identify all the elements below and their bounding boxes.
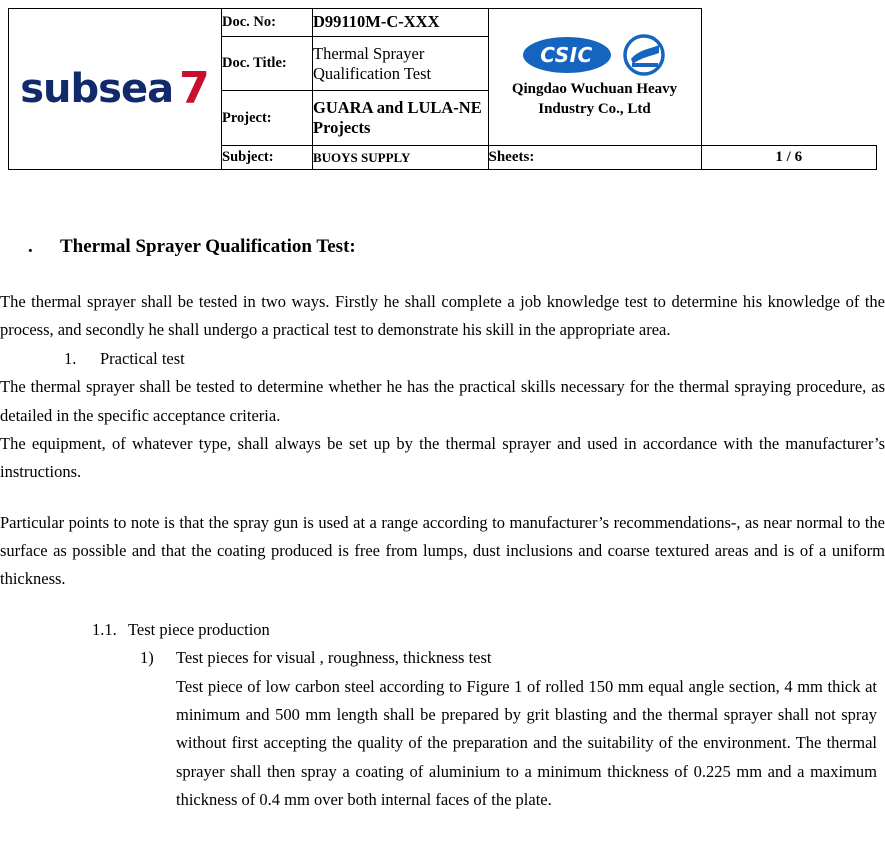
doc-no-label: Doc. No: xyxy=(222,9,313,37)
item-1-1-1-marker: 1) xyxy=(140,648,154,668)
subject-value: BUOYS SUPPLY xyxy=(313,146,489,170)
item-1-heading: Practical test xyxy=(100,348,185,368)
company-branding xyxy=(488,9,701,146)
document-body xyxy=(0,186,885,814)
item-1-1-heading: Test piece production xyxy=(128,619,270,639)
spacer xyxy=(140,673,176,815)
company-name-line-2: Industry Co., Ltd xyxy=(538,100,651,117)
doc-title-label: Doc. Title: xyxy=(222,36,313,91)
sheets-value: 1 / 6 xyxy=(701,146,877,170)
wuchuan-mark-icon xyxy=(621,33,667,77)
list-item xyxy=(92,616,877,644)
list-item xyxy=(140,644,877,672)
subsea7-logo xyxy=(9,9,222,170)
list-item xyxy=(64,345,877,373)
subject-label: Subject: xyxy=(222,146,313,170)
csic-logo-icon: CSIC xyxy=(523,37,611,73)
item-1-1-1-paragraph-row xyxy=(140,673,877,815)
section-number: . xyxy=(28,236,33,257)
logo-wordmark: subsea xyxy=(20,66,174,112)
item-1-1-1-heading: Test pieces for visual , roughness, thickness test xyxy=(176,648,492,668)
logo-seven-icon: 7 xyxy=(179,63,210,114)
project-value: GUARA and LULA-NE Projects xyxy=(313,91,489,146)
header-table xyxy=(8,8,877,170)
item-1-1-marker: 1.1. xyxy=(92,619,117,639)
item-1-1-1-paragraph: Test piece of low carbon steel according to Figure 1 of rolled 150 mm equal angle section, 4 mm thick at minimum and 500 mm length shall be prepared by grit blasting and the thermal sprayer shall not spray without first accepting the quality of the preparation and the suitability of the environment. The thermal sprayer shall then spray a coating of aluminium to a minimum thickness of 0.225 mm and a maximum thickness of 0.4 mm over both internal faces of the plate. xyxy=(176,676,877,809)
sheets-label: Sheets: xyxy=(488,146,701,170)
project-label: Project: xyxy=(222,91,313,146)
item-1-marker: 1. xyxy=(64,348,77,368)
doc-no-value: D99110M-C-XXX xyxy=(313,9,489,37)
item-1-paragraph-3: Particular points to note is that the spray gun is used at a range according to manufacturer’s recommendations-, as near normal to the surface as possible and that the coating produced is free from lumps, dust inclusions and coarse textured areas and is of a uniform thickness. xyxy=(0,512,885,589)
section-title-text: Thermal Sprayer Qualification Test: xyxy=(60,236,356,257)
document-header xyxy=(8,8,877,170)
doc-title-value: Thermal Sprayer Qualification Test xyxy=(313,36,489,91)
item-1-paragraph-2: The equipment, of whatever type, shall always be set up by the thermal sprayer and used in accordance with the manufacturer’s instructions. xyxy=(0,433,885,482)
company-name-line-1: Qingdao Wuchuan Heavy xyxy=(511,81,678,98)
table-row xyxy=(9,9,877,37)
intro-paragraph: The thermal sprayer shall be tested in two ways. Firstly he shall complete a job knowledge test to determine his knowledge of the process, and secondly he shall undergo a practical test to demonstrate his skill in the appropriate area. xyxy=(0,292,885,340)
page-title xyxy=(0,236,885,258)
item-1-paragraph-1: The thermal sprayer shall be tested to determine whether he has the practical skills necessary for the thermal spraying procedure, as detailed in the specific acceptance criteria. xyxy=(0,377,885,425)
